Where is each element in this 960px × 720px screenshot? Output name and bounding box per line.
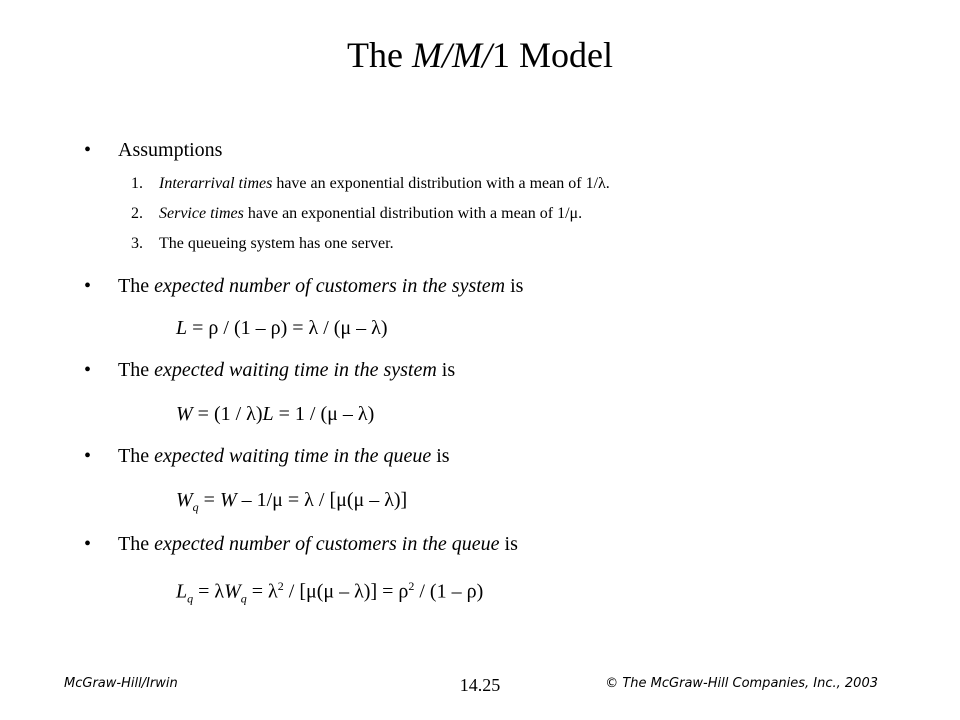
slide-title — [0, 30, 960, 80]
eq-sub-text: q — [192, 500, 199, 514]
item-text: have an exponential distribution with a mean of 1/μ. — [243, 205, 583, 222]
bullet-post: is — [431, 445, 450, 467]
footer-copyright: © The McGraw-Hill Companies, Inc., 2003 — [605, 676, 878, 691]
title-prefix: The — [347, 35, 412, 75]
eq-rest2: = 1 / (μ – λ) — [273, 403, 375, 425]
eq-rest: = ρ / (1 – ρ) = λ / (μ – λ) — [187, 317, 388, 339]
bullet-emphasis: expected number of customers in the queue — [154, 533, 500, 555]
bullet-pre: The — [118, 445, 155, 467]
item-number: 3. — [131, 235, 143, 252]
eq-rest: = λ — [246, 580, 278, 603]
bullet-post: is — [505, 275, 524, 297]
eq-var: W — [176, 403, 193, 425]
footer-slide-number: 14.25 — [459, 675, 501, 695]
bullet-pre: The — [118, 275, 155, 297]
eq-var: W — [176, 489, 193, 511]
equation-L — [176, 314, 388, 342]
eq-sup2: 2 — [408, 579, 415, 593]
assumption-item-1 — [131, 172, 610, 196]
title-model: M/M/ — [411, 35, 492, 75]
assumption-item-2 — [131, 202, 582, 226]
eq-var2: W — [224, 580, 241, 603]
eq-var2: W — [219, 489, 237, 511]
eq-sub-text: q — [187, 591, 194, 606]
bullet-dot: • — [84, 359, 92, 381]
item-emphasis: Service times — [159, 205, 244, 222]
bullet-expected-wait-system — [84, 356, 455, 384]
bullet-text: Assumptions — [118, 139, 223, 161]
bullet-dot: • — [84, 275, 92, 297]
equation-Wq — [176, 486, 407, 521]
eq-sub2-text: q — [240, 591, 247, 606]
bullet-pre: The — [118, 533, 155, 555]
bullet-emphasis: expected waiting time in the system — [154, 359, 437, 381]
item-text: The queueing system has one server. — [159, 235, 394, 252]
eq-rest2: / [μ(μ – λ)] = ρ — [283, 580, 409, 603]
bullet-expected-customers-queue — [84, 530, 518, 558]
eq-var: L — [176, 580, 188, 603]
bullet-emphasis: expected waiting time in the queue — [154, 445, 432, 467]
eq-rest3: / (1 – ρ) — [414, 580, 484, 603]
bullet-post: is — [499, 533, 518, 555]
item-emphasis: Interarrival times — [159, 175, 273, 192]
bullet-dot: • — [84, 139, 92, 161]
bullet-dot: • — [84, 445, 92, 467]
item-number: 2. — [131, 205, 143, 222]
footer-publisher: McGraw-Hill/Irwin — [64, 676, 178, 691]
bullet-expected-wait-queue — [84, 442, 450, 470]
item-text: have an exponential distribution with a mean of 1/λ. — [272, 175, 610, 192]
eq-var2: L — [262, 403, 274, 425]
eq-rest: = (1 / λ) — [192, 403, 263, 425]
eq-equals: = — [198, 489, 220, 511]
bullet-dot: • — [84, 533, 92, 555]
bullet-assumptions — [84, 136, 222, 164]
assumption-item-3 — [131, 232, 394, 256]
bullet-emphasis: expected number of customers in the system — [154, 275, 506, 297]
eq-sup: 2 — [277, 579, 284, 593]
equation-Lq — [176, 572, 483, 613]
bullet-pre: The — [118, 359, 155, 381]
bullet-expected-customers-system — [84, 272, 523, 300]
bullet-post: is — [436, 359, 456, 381]
item-number: 1. — [131, 175, 143, 192]
eq-var: L — [176, 317, 188, 339]
eq-equals: = λ — [193, 580, 225, 603]
eq-rest: – 1/μ = λ / [μ(μ – λ)] — [236, 489, 408, 511]
equation-W — [176, 400, 374, 428]
title-suffix: 1 Model — [491, 35, 613, 75]
